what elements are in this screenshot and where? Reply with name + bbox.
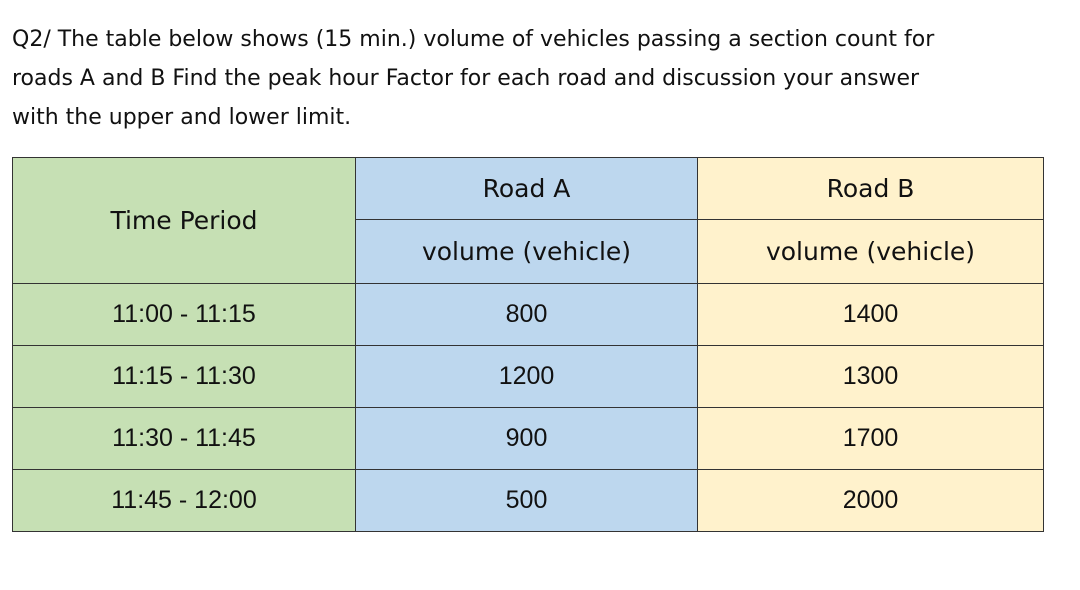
road-b-volume-cell: 1400	[698, 284, 1044, 346]
road-a-volume-cell: 500	[356, 470, 698, 532]
table-row	[13, 470, 1044, 532]
time-period-cell: 11:00 - 11:15	[13, 284, 356, 346]
question-line: with the upper and lower limit.	[12, 105, 352, 130]
table-row	[13, 408, 1044, 470]
road-a-volume-cell: 800	[356, 284, 698, 346]
road-a-volume-header: volume (vehicle)	[356, 220, 698, 284]
road-b-header: Road B	[698, 158, 1044, 220]
road-a-volume-cell: 1200	[356, 346, 698, 408]
time-period-cell: 11:45 - 12:00	[13, 470, 356, 532]
road-b-volume-cell: 1300	[698, 346, 1044, 408]
question-text	[12, 20, 1062, 137]
header-row-road	[13, 158, 1044, 220]
road-a-header: Road A	[356, 158, 698, 220]
table-row	[13, 346, 1044, 408]
question-line: roads A and B Find the peak hour Factor for each road and discussion your answer	[12, 66, 920, 91]
table-row	[13, 284, 1044, 346]
road-a-volume-cell: 900	[356, 408, 698, 470]
road-b-volume-header: volume (vehicle)	[698, 220, 1044, 284]
time-period-cell: 11:15 - 11:30	[13, 346, 356, 408]
question-line: Q2/ The table below shows (15 min.) volume of vehicles passing a section count for	[12, 27, 935, 52]
road-b-volume-cell: 2000	[698, 470, 1044, 532]
road-b-volume-cell: 1700	[698, 408, 1044, 470]
time-period-header: Time Period	[13, 158, 356, 284]
time-period-cell: 11:30 - 11:45	[13, 408, 356, 470]
traffic-volume-table	[12, 157, 1044, 532]
